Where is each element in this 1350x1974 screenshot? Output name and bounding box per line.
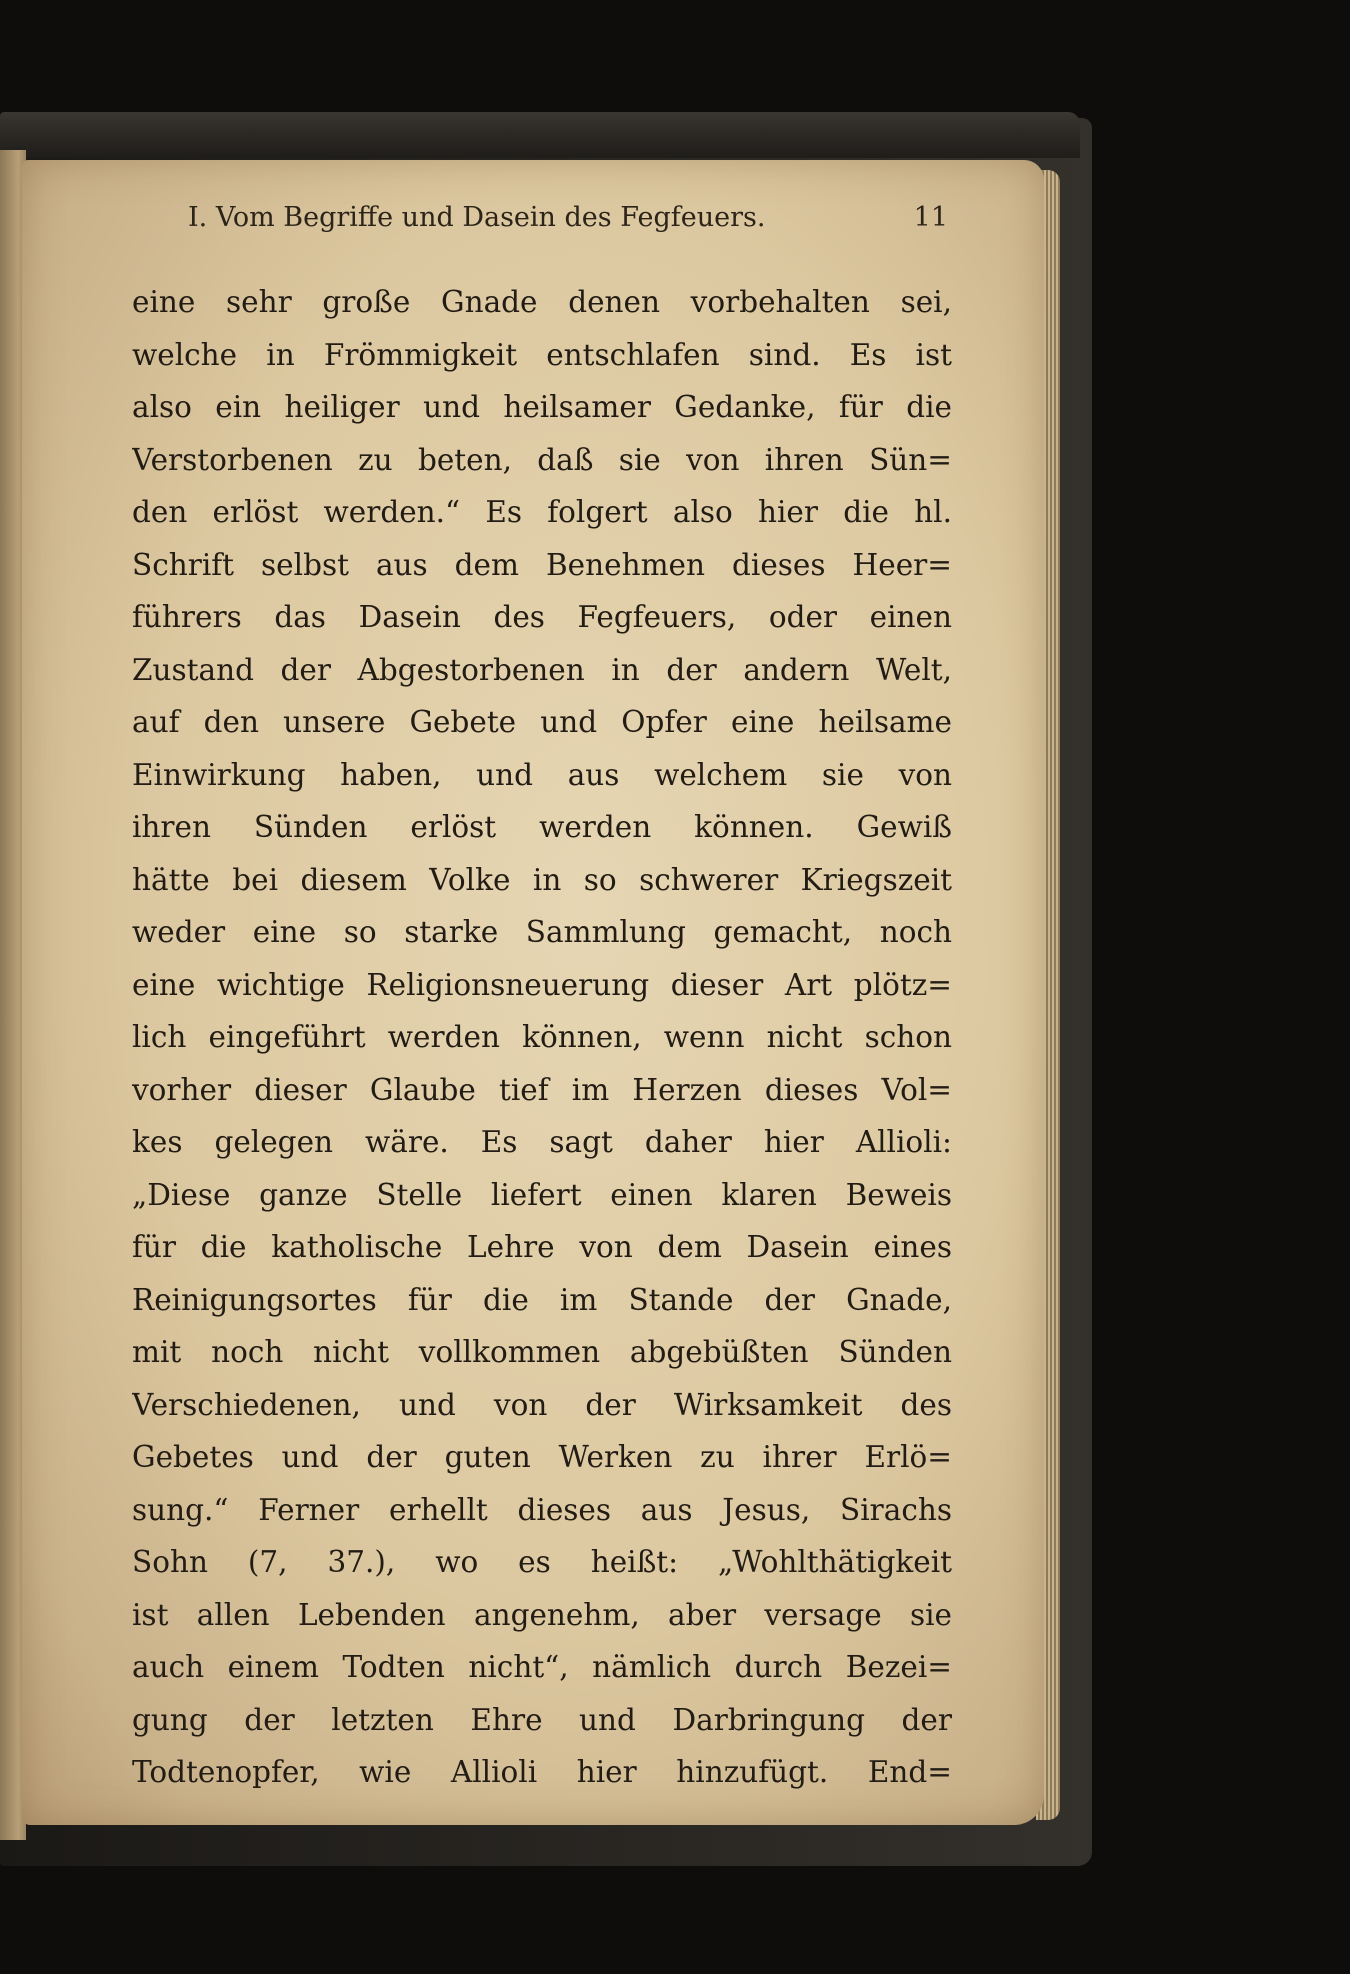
- running-head: I. Vom Begriffe und Dasein des Fegfeuers.: [188, 202, 766, 233]
- text-line: weder eine so starke Sammlung gemacht, noch: [132, 915, 952, 949]
- text-line: ist allen Lebenden angenehm, aber versage sie: [132, 1597, 952, 1632]
- text-line: für die katholische Lehre von dem Dasein eines: [132, 1230, 952, 1264]
- book-cover-top-edge: [0, 112, 1080, 158]
- text-line: auch einem Todten nicht“, nämlich durch Bezei=: [132, 1650, 952, 1684]
- page-number: 11: [913, 202, 948, 233]
- text-line: Zustand der Abgestorbenen in der andern Welt,: [132, 652, 952, 687]
- text-line: hätte bei diesem Volke in so schwerer Kriegszeit: [132, 862, 952, 897]
- text-line: Verstorbenen zu beten, daß sie von ihren Sün=: [132, 442, 952, 477]
- text-line: lich eingeführt werden können, wenn nicht schon: [132, 1020, 952, 1054]
- text-line: eine wichtige Religionsneuerung dieser Art plötz=: [132, 967, 952, 1002]
- text-line: also ein heiliger und heilsamer Gedanke, für die: [132, 390, 952, 424]
- text-line: führers das Dasein des Fegfeuers, oder einen: [132, 600, 952, 634]
- page-header: [188, 198, 948, 242]
- text-line: vorher dieser Glaube tief im Herzen dieses Vol=: [132, 1072, 952, 1107]
- text-line: Einwirkung haben, und aus welchem sie von: [132, 757, 952, 792]
- text-line: Todtenopfer, wie Allioli hier hinzufügt. End=: [132, 1755, 952, 1789]
- text-line: Reinigungsortes für die im Stande der Gnade,: [132, 1282, 952, 1317]
- text-line: mit noch nicht vollkommen abgebüßten Sünden: [132, 1335, 952, 1369]
- text-line: auf den unsere Gebete und Opfer eine heilsame: [132, 705, 952, 739]
- text-line: gung der letzten Ehre und Darbringung der: [132, 1702, 952, 1737]
- text-line: sung.“ Ferner erhellt dieses aus Jesus, Sirachs: [132, 1492, 952, 1527]
- text-line: Schrift selbst aus dem Benehmen dieses Heer=: [132, 547, 952, 582]
- text-line: welche in Frömmigkeit entschlafen sind. Es ist: [132, 337, 952, 372]
- text-line: eine sehr große Gnade denen vorbehalten sei,: [132, 285, 952, 319]
- text-line: Verschiedenen, und von der Wirksamkeit des: [132, 1387, 952, 1422]
- text-line: den erlöst werden.“ Es folgert also hier die hl.: [132, 495, 952, 529]
- text-line: ihren Sünden erlöst werden können. Gewiß: [132, 810, 952, 844]
- text-line: Gebetes und der guten Werken zu ihrer Erlö=: [132, 1440, 952, 1474]
- text-line: „Diese ganze Stelle liefert einen klaren Beweis: [132, 1177, 952, 1212]
- body-text: [132, 276, 952, 1799]
- text-line: Sohn (7, 37.), wo es heißt: „Wohlthätigkeit: [132, 1545, 952, 1579]
- text-line: kes gelegen wäre. Es sagt daher hier Allioli:: [132, 1125, 952, 1159]
